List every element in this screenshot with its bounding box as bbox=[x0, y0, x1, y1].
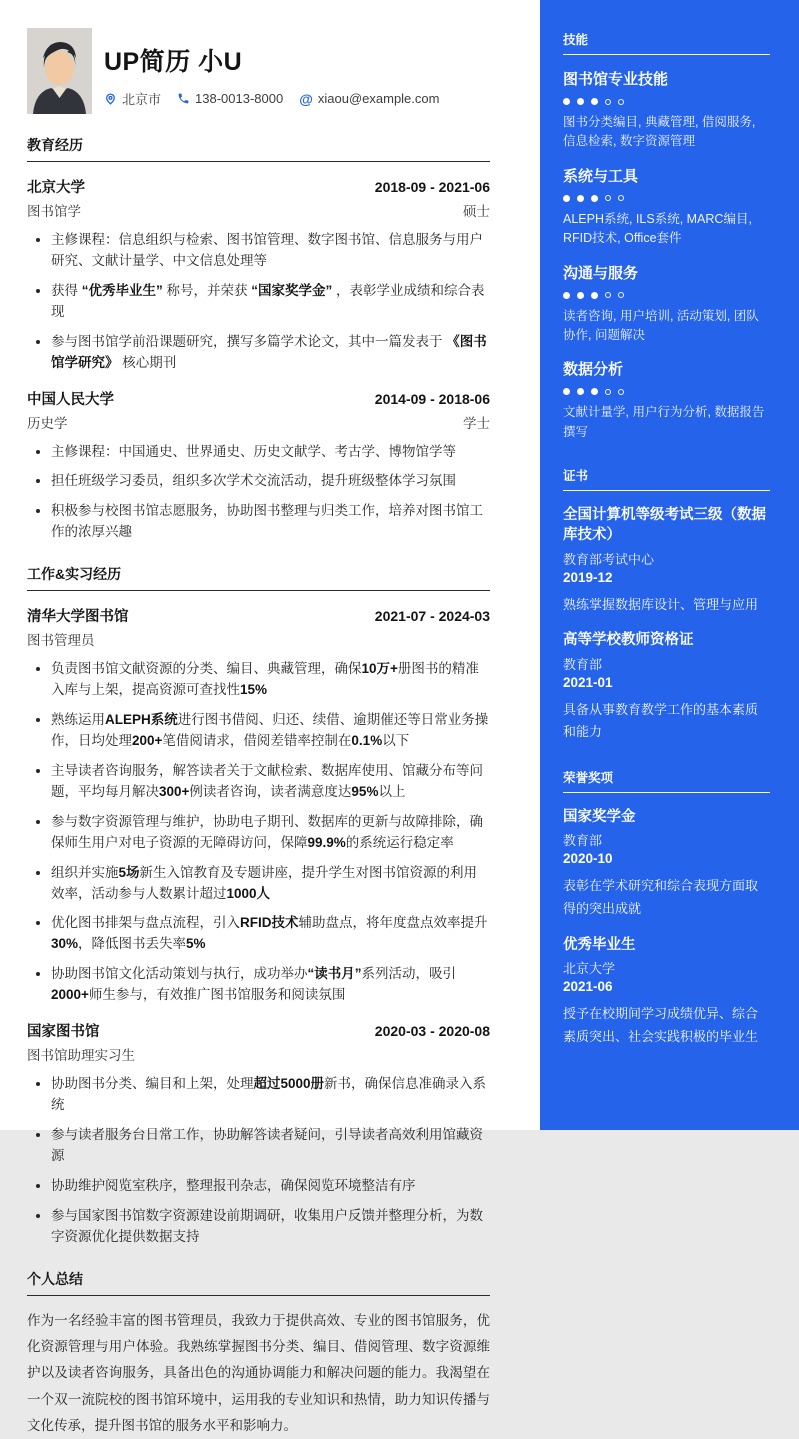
skill-desc: 读者咨询, 用户培训, 活动策划, 团队协作, 问题解决 bbox=[563, 308, 759, 342]
dot-empty bbox=[605, 99, 611, 105]
education-entry bbox=[27, 176, 490, 374]
entry-date: 2021-07 - 2024-03 bbox=[374, 608, 490, 625]
header bbox=[27, 28, 490, 114]
work-entries bbox=[27, 605, 490, 1247]
skill-desc: 图书分类编目, 典藏管理, 借阅服务, 信息检索, 数字资源管理 bbox=[563, 115, 756, 149]
bullet-item: • 组织并实施5场新生入馆教育及专题讲座，提升学生对图书馆资源的利用效率，活动参与人数累计超过1000人 bbox=[51, 863, 490, 905]
honor-issuer: 北京大学 bbox=[563, 961, 616, 977]
skill-name: 数据分析 bbox=[563, 361, 624, 379]
contact-phone-text: 138-0013-8000 bbox=[195, 91, 284, 106]
entry-degree: 学士 bbox=[463, 415, 490, 431]
bullet-item: • 参与数字资源管理与维护，协助电子期刊、数据库的更新与故障排除，确保师生用户对电子资源的无障碍访问，保障99.9%的系统运行稳定率 bbox=[51, 812, 490, 854]
dot-empty bbox=[618, 292, 624, 298]
education-entries bbox=[27, 176, 490, 543]
entry-date: 2018-09 - 2021-06 bbox=[374, 179, 490, 195]
entry-subtitle bbox=[27, 412, 490, 432]
skill-level-dots bbox=[563, 98, 770, 105]
skill-name: 沟通与服务 bbox=[563, 264, 639, 282]
section-title-education: 教育经历 bbox=[27, 135, 490, 162]
cert-desc: 熟练掌握数据库设计、管理与应用 bbox=[563, 596, 759, 612]
sidebar-title-honors: 荣誉奖项 bbox=[563, 768, 770, 793]
section-title-work: 工作&实习经历 bbox=[27, 564, 490, 591]
honor-desc: 表彰在学术研究和综合表现方面取得的突出成就 bbox=[563, 878, 759, 917]
work-entry bbox=[27, 1020, 490, 1247]
honor-items bbox=[563, 807, 770, 1049]
dot-empty bbox=[618, 195, 624, 201]
dot-empty bbox=[618, 99, 624, 105]
dot-empty bbox=[605, 389, 611, 395]
page-title: UP简历 小U bbox=[104, 48, 243, 76]
contact-phone bbox=[177, 91, 283, 106]
bullet-item: • 参与读者服务台日常工作，协助解答读者疑问，引导读者高效利用馆藏资源 bbox=[51, 1125, 490, 1167]
honor-date: 2020-10 bbox=[563, 851, 613, 867]
bullet-item: • 积极参与校图书馆志愿服务，协助图书整理与归类工作，培养对图书馆工作的浓厚兴趣 bbox=[51, 501, 490, 543]
cert-name: 全国计算机等级考试三级（数据库技术） bbox=[563, 507, 766, 544]
skill-desc: ALEPH系统, ILS系统, MARC编目, RFID技术, Office套件 bbox=[563, 211, 752, 246]
entry-head bbox=[27, 176, 490, 197]
sidebar-section-honors bbox=[563, 768, 770, 1049]
bullet-item: • 优化图书排架与盘点流程，引入RFID技术辅助盘点，将年度盘点效率提升30%，降低图书丢失率5% bbox=[51, 913, 490, 955]
dot-filled bbox=[563, 292, 570, 299]
email-icon: @ bbox=[299, 90, 313, 107]
section-summary bbox=[27, 1269, 490, 1439]
entry-bullets bbox=[27, 230, 490, 374]
section-work bbox=[27, 564, 490, 1247]
honor-name: 优秀毕业生 bbox=[563, 936, 636, 953]
dot-filled bbox=[577, 195, 584, 202]
entry-date: 2020-03 - 2020-08 bbox=[374, 1023, 490, 1040]
skill-level-dots bbox=[563, 195, 770, 202]
entry-role: 图书管理员 bbox=[27, 633, 95, 649]
summary-text: 作为一名经验丰富的图书管理员，我致力于提供高效、专业的图书馆服务，优化资源管理与用户体验。我熟练掌握图书分类、编目、借阅管理、数字资源维护以及读者咨询服务，具备出色的沟通协调能力和解决问题的能力。我渴望在一个双一流院校的图书馆环境中，运用我的专业知识和热情，助力知识传播与文化传承，提升图书馆的服务水平和影响力。 bbox=[27, 1312, 490, 1433]
skill-level-dots bbox=[563, 388, 770, 395]
bullet-item: • 协助维护阅览室秩序，整理报刊杂志，确保阅览环境整洁有序 bbox=[51, 1176, 490, 1197]
entry-date: 2014-09 - 2018-06 bbox=[374, 390, 490, 407]
dot-empty bbox=[618, 389, 624, 395]
entry-major: 图书馆学 bbox=[27, 204, 81, 219]
dot-filled bbox=[577, 292, 584, 299]
honor-desc: 授予在校期间学习成绩优异、综合素质突出、社会实践积极的毕业生 bbox=[563, 1006, 759, 1044]
location-icon bbox=[104, 92, 117, 106]
contact-location-text: 北京市 bbox=[122, 92, 162, 107]
header-info bbox=[104, 28, 455, 108]
dot-filled bbox=[591, 98, 598, 105]
dot-filled bbox=[563, 195, 570, 202]
sidebar-title-certs: 证书 bbox=[563, 466, 770, 491]
entry-subtitle bbox=[27, 629, 490, 649]
entry-head bbox=[27, 1020, 490, 1041]
avatar-illustration bbox=[27, 28, 92, 114]
skill-group bbox=[563, 358, 770, 442]
honor-issuer: 教育部 bbox=[563, 833, 603, 849]
skill-group bbox=[563, 165, 770, 249]
bullet-item: • 参与国家图书馆数字资源建设前期调研，收集用户反馈并整理分析，为数字资源优化提供数据支持 bbox=[51, 1206, 490, 1248]
entry-org: 中国人民大学 bbox=[27, 391, 114, 408]
section-education bbox=[27, 135, 490, 543]
skill-groups bbox=[563, 68, 770, 442]
dot-filled bbox=[563, 98, 570, 105]
dot-filled bbox=[563, 388, 570, 395]
dot-filled bbox=[591, 388, 598, 395]
dot-filled bbox=[591, 195, 598, 202]
cert-issuer: 教育部 bbox=[563, 656, 603, 672]
bullet-item: • 协助图书分类、编目和上架，处理超过5000册新书，确保信息准确录入系统 bbox=[51, 1074, 490, 1116]
dot-empty bbox=[605, 292, 611, 298]
entry-degree: 硕士 bbox=[463, 204, 490, 219]
entry-org: 北京大学 bbox=[27, 180, 85, 196]
entry-bullets bbox=[27, 442, 490, 544]
entry-head bbox=[27, 388, 490, 409]
sidebar-section-skills bbox=[563, 30, 770, 442]
section-title-summary: 个人总结 bbox=[27, 1269, 490, 1296]
sidebar bbox=[540, 0, 799, 1130]
phone-icon bbox=[177, 92, 190, 105]
bullet-item: • 主修课程：中国通史、世界通史、历史文献学、考古学、博物馆学等 bbox=[51, 442, 490, 463]
skill-group bbox=[563, 262, 770, 346]
entry-org: 国家图书馆 bbox=[27, 1024, 100, 1041]
contact-email bbox=[299, 91, 439, 107]
entry-bullets bbox=[27, 1074, 490, 1247]
cert-item bbox=[563, 630, 770, 744]
bullet-item: • 参与图书馆学前沿课题研究，撰写多篇学术论文，其中一篇发表于 《图书馆学研究》 核心期刊 bbox=[51, 332, 490, 374]
entry-bullets bbox=[27, 659, 490, 1006]
entry-org: 清华大学图书馆 bbox=[27, 609, 129, 626]
cert-item bbox=[563, 505, 770, 616]
sidebar-title-skills: 技能 bbox=[563, 30, 770, 55]
bullet-item: • 熟练运用ALEPH系统进行图书借阅、归还、续借、逾期催还等日常业务操作，日均处理200+笔借阅请求，借阅差错率控制在0.1%以下 bbox=[51, 710, 490, 752]
bullet-item: • 负责图书馆文献资源的分类、编目、典藏管理，确保10万+册图书的精准入库与上架，提高资源可查找性15% bbox=[51, 659, 490, 701]
contact-email-text: xiaou@example.com bbox=[317, 91, 440, 106]
bullet-item: • 主导读者咨询服务，解答读者关于文献检索、数据库使用、馆藏分布等问题，平均每月解决300+例读者咨询，读者满意度达95%以上 bbox=[51, 761, 490, 803]
work-entry bbox=[27, 605, 490, 1006]
skill-desc: 文献计量学, 用户行为分析, 数据报告撰写 bbox=[563, 405, 765, 439]
entry-subtitle bbox=[27, 1044, 490, 1064]
education-entry bbox=[27, 388, 490, 544]
cert-items bbox=[563, 505, 770, 744]
skill-name: 系统与工具 bbox=[563, 167, 639, 185]
dot-empty bbox=[605, 195, 611, 201]
cert-issuer: 教育部考试中心 bbox=[563, 551, 655, 567]
avatar bbox=[27, 28, 92, 114]
skill-group bbox=[563, 68, 770, 152]
honor-name: 国家奖学金 bbox=[563, 809, 636, 826]
sidebar-section-certs bbox=[563, 466, 770, 744]
cert-name: 高等学校教师资格证 bbox=[563, 632, 694, 649]
honor-date: 2021-06 bbox=[563, 979, 613, 995]
cert-date: 2021-01 bbox=[563, 674, 613, 690]
skill-name: 图书馆专业技能 bbox=[563, 71, 669, 88]
honor-item bbox=[563, 935, 770, 1049]
contact-row bbox=[104, 89, 455, 108]
entry-role: 图书馆助理实习生 bbox=[27, 1048, 135, 1064]
bullet-item: • 获得 “优秀毕业生” 称号，并荣获 “国家奖学金” ，表彰学业成绩和综合表现 bbox=[51, 281, 490, 323]
dot-filled bbox=[577, 388, 584, 395]
cert-date: 2019-12 bbox=[563, 569, 613, 585]
honor-item bbox=[563, 807, 770, 921]
dot-filled bbox=[577, 98, 584, 105]
bullet-item: • 担任班级学习委员，组织多次学术交流活动，提升班级整体学习氛围 bbox=[51, 471, 490, 492]
bullet-item: • 协助图书馆文化活动策划与执行，成功举办“读书月”系列活动，吸引2000+师生参与，有效推广图书馆服务和阅读氛围 bbox=[51, 964, 490, 1006]
entry-major: 历史学 bbox=[27, 415, 68, 431]
entry-subtitle bbox=[27, 200, 490, 220]
entry-head bbox=[27, 605, 490, 626]
skill-level-dots bbox=[563, 292, 770, 299]
contact-location bbox=[104, 89, 161, 108]
bullet-item: • 主修课程：信息组织与检索、图书馆管理、数字图书馆、信息服务与用户研究、文献计量学、中文信息处理等 bbox=[51, 230, 490, 272]
cert-desc: 具备从事教育教学工作的基本素质和能力 bbox=[563, 701, 759, 740]
dot-filled bbox=[591, 292, 598, 299]
